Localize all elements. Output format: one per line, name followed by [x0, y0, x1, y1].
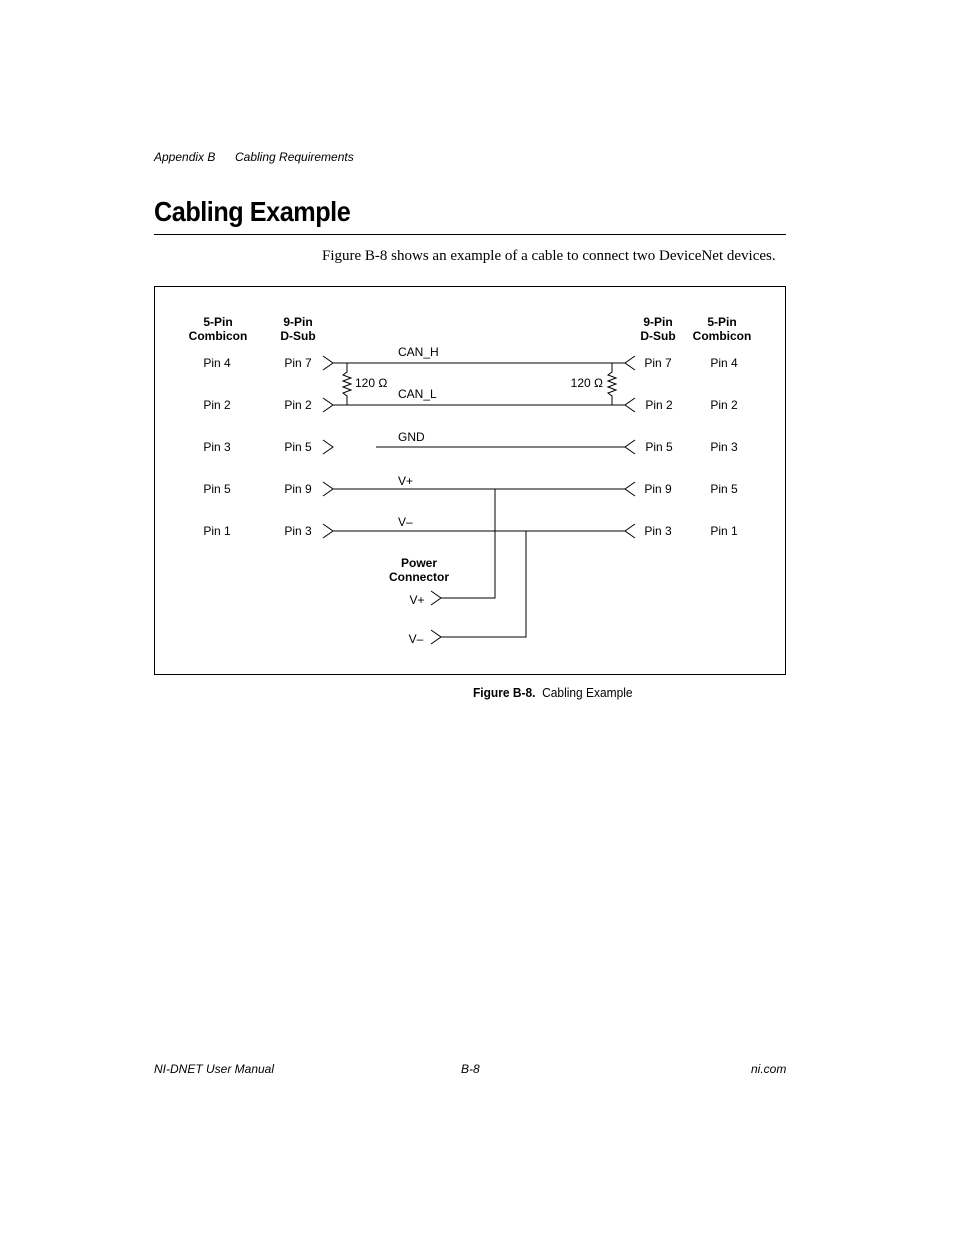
running-header-chapter: Cabling Requirements — [235, 150, 354, 164]
figure-frame — [154, 286, 786, 675]
figure-caption — [473, 685, 633, 700]
cabling-diagram — [155, 287, 785, 674]
right-chevron-2 — [625, 398, 635, 412]
row4-right-dsub: Pin 9 — [644, 482, 672, 496]
row1-right-dsub: Pin 7 — [644, 356, 672, 370]
row5-right-combicon: Pin 1 — [710, 524, 738, 538]
right-chevron-1 — [625, 356, 635, 370]
row4-signal: V+ — [398, 474, 414, 488]
row2-right-combicon: Pin 2 — [710, 398, 738, 412]
power-vplus-wire — [441, 489, 495, 598]
left-dsub-head-1: 9-Pin — [283, 315, 313, 329]
row1-right-combicon: Pin 4 — [710, 356, 738, 370]
footer-page-number: B-8 — [461, 1062, 480, 1076]
row3-left-combicon: Pin 3 — [203, 440, 231, 454]
row4-left-dsub: Pin 9 — [284, 482, 312, 496]
row3-signal: GND — [398, 430, 425, 444]
row2-left-combicon: Pin 2 — [203, 398, 231, 412]
row5-signal: V– — [398, 515, 413, 529]
right-chevron-5 — [625, 524, 635, 538]
figure-caption-text: Cabling Example — [542, 685, 633, 700]
right-resistor-label: 120 Ω — [570, 376, 603, 390]
power-connector-title-2: Connector — [389, 570, 449, 584]
power-connector-title-1: Power — [400, 556, 438, 570]
page-title: Cabling Example — [154, 196, 351, 227]
row1-left-combicon: Pin 4 — [203, 356, 231, 370]
row4-right-combicon: Pin 5 — [710, 482, 738, 496]
row2-left-dsub: Pin 2 — [284, 398, 312, 412]
power-vminus-label: V– — [408, 632, 424, 646]
right-dsub-head-2: D-Sub — [640, 329, 676, 343]
footer-site: ni.com — [751, 1062, 787, 1076]
left-chevron-4 — [323, 482, 333, 496]
running-header-section: Appendix B — [154, 150, 216, 164]
power-vplus-chevron — [431, 591, 441, 605]
row5-left-dsub: Pin 3 — [284, 524, 312, 538]
right-combicon-head-1: 5-Pin — [707, 315, 737, 329]
row5-right-dsub: Pin 3 — [644, 524, 672, 538]
row2-signal: CAN_L — [398, 387, 437, 401]
left-chevron-3 — [323, 440, 333, 454]
left-resistor-label: 120 Ω — [355, 376, 388, 390]
row4-left-combicon: Pin 5 — [203, 482, 231, 496]
footer-manual: NI-DNET User Manual — [154, 1062, 275, 1076]
row5-left-combicon: Pin 1 — [203, 524, 231, 538]
intro-paragraph: Figure B-8 shows an example of a cable to connect two DeviceNet devices. — [322, 248, 776, 264]
row1-left-dsub: Pin 7 — [284, 356, 312, 370]
title-rule — [154, 234, 786, 235]
left-dsub-head-2: D-Sub — [280, 329, 316, 343]
left-combicon-head-2: Combicon — [188, 329, 248, 343]
row2-right-dsub: Pin 2 — [645, 398, 673, 412]
left-chevron-2 — [323, 398, 333, 412]
power-vminus-chevron — [431, 630, 441, 644]
power-vplus-label: V+ — [409, 593, 425, 607]
right-resistor — [608, 363, 616, 405]
row3-right-dsub: Pin 5 — [645, 440, 673, 454]
row3-right-combicon: Pin 3 — [710, 440, 738, 454]
row3-left-dsub: Pin 5 — [284, 440, 312, 454]
row1-signal: CAN_H — [398, 345, 439, 359]
power-vminus-wire — [441, 531, 526, 637]
right-dsub-head-1: 9-Pin — [643, 315, 673, 329]
figure-caption-label: Figure B-8. — [473, 685, 536, 700]
right-combicon-head-2: Combicon — [692, 329, 752, 343]
right-chevron-3 — [625, 440, 635, 454]
left-resistor — [343, 363, 351, 405]
right-chevron-4 — [625, 482, 635, 496]
left-chevron-1 — [323, 356, 333, 370]
left-combicon-head-1: 5-Pin — [203, 315, 233, 329]
left-chevron-5 — [323, 524, 333, 538]
